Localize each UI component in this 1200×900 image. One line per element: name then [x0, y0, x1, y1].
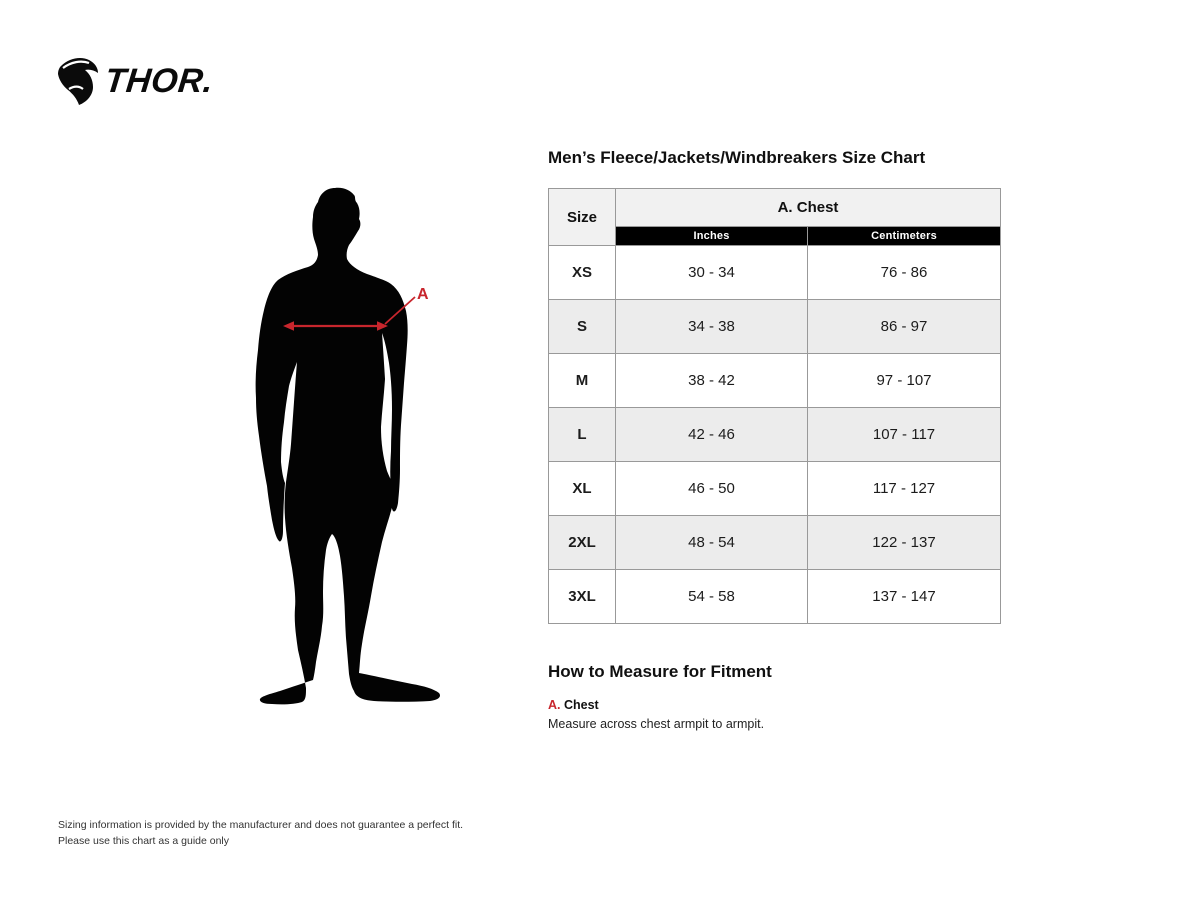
how-to-measure-heading: How to Measure for Fitment	[548, 662, 772, 681]
table-row	[549, 570, 1001, 624]
centimeters-cell: 122 - 137	[808, 516, 1001, 570]
centimeters-cell: 107 - 117	[808, 408, 1001, 462]
inches-cell: 42 - 46	[616, 408, 808, 462]
measurement-label-a: A	[417, 286, 429, 303]
measure-item-title	[548, 698, 1000, 712]
table-row	[549, 354, 1001, 408]
inches-cell: 46 - 50	[616, 462, 808, 516]
centimeters-cell: 117 - 127	[808, 462, 1001, 516]
size-cell: S	[549, 300, 616, 354]
measurement-figure	[252, 186, 462, 706]
centimeters-cell: 76 - 86	[808, 246, 1001, 300]
how-to-measure-section	[548, 662, 1000, 731]
inches-cell: 48 - 54	[616, 516, 808, 570]
disclaimer-line-1: Sizing information is provided by the manufacturer and does not guarantee a perfect fit.	[58, 819, 464, 831]
page-title: Men’s Fleece/Jackets/Windbreakers Size Chart	[548, 148, 926, 167]
inches-cell: 54 - 58	[616, 570, 808, 624]
measure-item-key: A.	[548, 698, 561, 712]
column-header-chest: A. Chest	[616, 189, 1001, 227]
body-silhouette	[252, 186, 462, 706]
size-cell: 3XL	[549, 570, 616, 624]
size-cell: 2XL	[549, 516, 616, 570]
column-header-size: Size	[549, 189, 616, 246]
centimeters-cell: 97 - 107	[808, 354, 1001, 408]
table-row	[549, 300, 1001, 354]
measure-item-chest	[548, 698, 1000, 731]
table-row	[549, 408, 1001, 462]
centimeters-cell: 86 - 97	[808, 300, 1001, 354]
brand-logo-text: THOR.	[103, 62, 216, 100]
male-silhouette-shape	[256, 188, 440, 705]
measure-item-name: Chest	[563, 698, 599, 712]
sizing-disclaimer	[58, 817, 463, 850]
table-row	[549, 516, 1001, 570]
centimeters-cell: 137 - 147	[808, 570, 1001, 624]
inches-cell: 34 - 38	[616, 300, 808, 354]
thor-goat-icon	[55, 56, 101, 106]
size-chart-section	[548, 148, 1000, 731]
inches-cell: 30 - 34	[616, 246, 808, 300]
size-cell: L	[549, 408, 616, 462]
size-cell: XL	[549, 462, 616, 516]
size-chart-table	[548, 188, 1001, 624]
table-row	[549, 246, 1001, 300]
column-header-inches: Inches	[616, 227, 808, 246]
measure-item-description: Measure across chest armpit to armpit.	[548, 717, 765, 731]
table-row	[549, 462, 1001, 516]
disclaimer-line-2: Please use this chart as a guide only	[58, 835, 230, 848]
column-header-centimeters: Centimeters	[808, 227, 1001, 246]
size-cell: M	[549, 354, 616, 408]
inches-cell: 38 - 42	[616, 354, 808, 408]
brand-logo	[55, 56, 216, 106]
size-cell: XS	[549, 246, 616, 300]
